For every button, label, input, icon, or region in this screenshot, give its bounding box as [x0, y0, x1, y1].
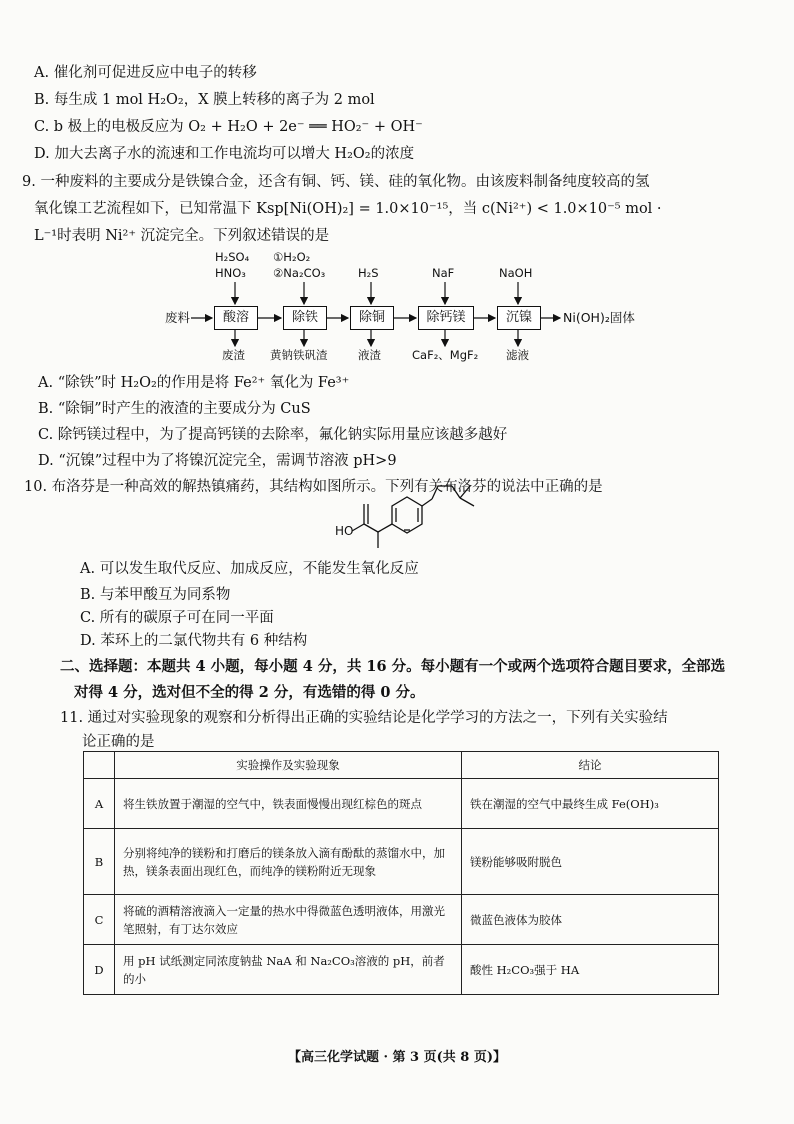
- table-header-index: [84, 752, 115, 779]
- section-2-rules: 对得 4 分，选对但不全的得 2 分，有选错的得 0 分。: [74, 684, 425, 701]
- q8-option-b: B. 每生成 1 mol H₂O₂，X 膜上转移的离子为 2 mol: [34, 92, 375, 108]
- row-label: A: [84, 779, 115, 829]
- reagent-h2s: H₂S: [358, 266, 379, 280]
- step-remove-copper: 除铜: [350, 306, 394, 330]
- row-label: B: [84, 829, 115, 895]
- row-conclusion: 酸性 H₂CO₃强于 HA: [462, 945, 719, 995]
- reagent-na2co3: ②Na₂CO₃: [273, 266, 326, 280]
- q10-option-d: D. 苯环上的二氯代物共有 6 种结构: [80, 633, 308, 649]
- step-precipitate-ni: 沉镍: [497, 306, 541, 330]
- byproduct-waste-residue: 废渣: [222, 348, 245, 362]
- q9-stem-line-1: 9. 一种废料的主要成分是铁镍合金，还含有铜、钙、镁、硅的氧化物。由该废料制备纯度较高的氢: [22, 174, 650, 190]
- experiment-table: [83, 751, 719, 995]
- reagent-hno3: HNO₃: [215, 266, 246, 280]
- flow-start: 废料: [165, 310, 191, 325]
- q10-option-a: A. 可以发生取代反应、加成反应，不能发生氧化反应: [80, 561, 419, 577]
- q9-option-c: C. 除钙镁过程中，为了提高钙镁的去除率，氟化钠实际用量应该越多越好: [38, 427, 508, 443]
- row-operation: 将硫的酒精溶液滴入一定量的热水中得微蓝色透明液体，用激光笔照射，有丁达尔效应: [115, 895, 462, 945]
- section-2-title: 二、选择题：本题共 4 小题，每小题 4 分，共 16 分。每小题有一个或两个选项符合题目要求，全部选: [60, 658, 726, 675]
- step-remove-ca-mg: 除钙镁: [418, 306, 474, 330]
- byproduct-caf2-mgf2: CaF₂、MgF₂: [412, 348, 479, 362]
- q8-option-a: A. 催化剂可促进反应中电子的转移: [34, 65, 257, 81]
- row-label: C: [84, 895, 115, 945]
- q11-stem-line-1: 11. 通过对实验现象的观察和分析得出正确的实验结论是化学学习的方法之一，下列有关实验结: [60, 710, 668, 726]
- table-row: [84, 779, 719, 829]
- reagent-h2o2: ①H₂O₂: [273, 250, 311, 264]
- q10-stem: 10. 布洛芬是一种高效的解热镇痛药，其结构如图所示。下列有关布洛芬的说法中正确的是: [24, 479, 603, 495]
- q8-option-c: C. b 极上的电极反应为 O₂ + H₂O + 2e⁻ ══ HO₂⁻ + OH⁻: [34, 119, 423, 135]
- row-label: D: [84, 945, 115, 995]
- q11-stem-line-2: 论正确的是: [82, 734, 155, 750]
- row-conclusion: 微蓝色液体为胶体: [462, 895, 719, 945]
- byproduct-filtrate: 滤液: [506, 348, 529, 362]
- row-operation: 将生铁放置于潮湿的空气中，铁表面慢慢出现红棕色的斑点: [115, 779, 462, 829]
- byproduct-liquid-residue: 液渣: [358, 348, 381, 362]
- reagent-naoh: NaOH: [499, 266, 533, 280]
- q9-stem-line-2: 氧化镍工艺流程如下，已知常温下 Ksp[Ni(OH)₂] = 1.0×10⁻¹⁵，当 c(Ni²⁺) < 1.0×10⁻⁵ mol ·: [34, 201, 662, 217]
- reagent-h2so4: H₂SO₄: [215, 250, 250, 264]
- table-header-operation: 实验操作及实验现象: [115, 752, 462, 779]
- q8-option-d: D. 加大去离子水的流速和工作电流均可以增大 H₂O₂的浓度: [34, 146, 415, 162]
- q9-option-a: A. “除铁”时 H₂O₂的作用是将 Fe²⁺ 氧化为 Fe³⁺: [38, 375, 350, 391]
- table-header-conclusion: 结论: [462, 752, 719, 779]
- step-acid-dissolve: 酸溶: [214, 306, 258, 330]
- q10-option-b: B. 与苯甲酸互为同系物: [80, 587, 231, 603]
- table-row: [84, 829, 719, 895]
- page-footer: 【高三化学试题 · 第 3 页(共 8 页)】: [287, 1050, 507, 1065]
- q10-option-c: C. 所有的碳原子可在同一平面: [80, 610, 274, 626]
- row-conclusion: 铁在潮湿的空气中最终生成 Fe(OH)₃: [462, 779, 719, 829]
- row-operation: 分别将纯净的镁粉和打磨后的镁条放入滴有酚酞的蒸馏水中，加热，镁条表面出现红色，而纯净的镁粉附近无现象: [115, 829, 462, 895]
- flow-end: Ni(OH)₂固体: [563, 310, 635, 325]
- byproduct-jarosite: 黄钠铁矾渣: [270, 348, 328, 362]
- structure-ho-label: HO: [335, 524, 354, 538]
- q9-option-d: D. “沉镍”过程中为了将镍沉淀完全，需调节溶液 pH>9: [38, 453, 397, 469]
- q9-stem-line-3: L⁻¹时表明 Ni²⁺ 沉淀完全。下列叙述错误的是: [34, 228, 330, 244]
- table-row: [84, 895, 719, 945]
- row-operation: 用 pH 试纸测定同浓度钠盐 NaA 和 Na₂CO₃溶液的 pH，前者的小: [115, 945, 462, 995]
- row-conclusion: 镁粉能够吸附脱色: [462, 829, 719, 895]
- table-row: [84, 945, 719, 995]
- table-header-row: [84, 752, 719, 779]
- step-remove-iron: 除铁: [283, 306, 327, 330]
- q9-option-b: B. “除铜”时产生的液渣的主要成分为 CuS: [38, 401, 311, 417]
- reagent-naf: NaF: [432, 266, 455, 280]
